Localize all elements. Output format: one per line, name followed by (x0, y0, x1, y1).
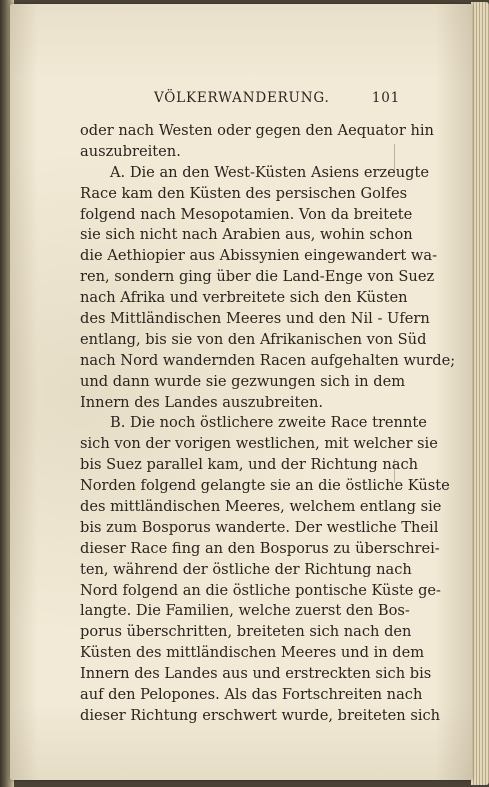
text-line: sie sich nicht nach Arabien aus, wohin schon (80, 226, 413, 244)
text-line: langte. Die Familien, welche zuerst den Bos- (80, 602, 410, 620)
text-line: Nord folgend an die östliche pontische Küste ge- (80, 581, 441, 599)
text-line: ten, während der östliche der Richtung nach (80, 560, 412, 578)
text-line: des Mittländischen Meeres und den Nil - Ufern (80, 310, 430, 328)
text-line: Innern des Landes auszubreiten. (80, 393, 324, 411)
text-line: oder nach Westen oder gegen den Aequator hin (80, 122, 434, 139)
text-line: Race kam den Küsten des persischen Golfes (80, 184, 408, 202)
text-line: auszubreiten. (80, 142, 181, 160)
book-page (10, 4, 472, 780)
text-line: bis zum Bosporus wanderte. Der westliche Theil (80, 518, 439, 536)
text-line: sich von der vorigen westlichen, mit welcher sie (80, 435, 438, 453)
text-line: entlang, bis sie von den Afrikanischen von Süd (80, 330, 427, 348)
text-line: nach Afrika und verbreitete sich den Küsten (80, 289, 408, 307)
text-line: Norden folgend gelangte sie an die östliche Küste (80, 477, 450, 495)
text-line: B. Die noch östlichere zweite Race trennte (110, 414, 427, 432)
body-text (80, 121, 456, 727)
text-line: folgend nach Mesopotamien. Von da breitete (80, 205, 413, 223)
text-line: des mittländischen Meeres, welchem entlang sie (80, 498, 442, 516)
margin-pencil-mark (394, 459, 395, 483)
text-line: und dann wurde sie gezwungen sich in dem (80, 372, 406, 390)
text-line: nach Nord wandernden Racen aufgehalten wurde; (80, 351, 456, 369)
page-header (146, 90, 400, 110)
text-line: A. Die an den West-Küsten Asiens erzeugte (110, 163, 429, 181)
text-line: Innern des Landes aus und erstreckten sich bis (80, 665, 432, 683)
text-line: Küsten des mittländischen Meeres und in dem (80, 644, 425, 662)
text-line: dieser Race fing an den Bosporus zu überschrei- (80, 539, 440, 557)
page-stack-edge (471, 2, 489, 785)
text-line: bis Suez parallel kam, und der Richtung nach (80, 456, 419, 474)
text-line: porus überschritten, breiteten sich nach den (80, 623, 412, 641)
margin-pencil-mark (394, 144, 395, 174)
text-line: dieser Richtung erschwert wurde, breiteten sich (80, 706, 441, 724)
text-line: die Aethiopier aus Abissynien eingewandert wa- (80, 247, 438, 265)
page-number: 101 (371, 90, 400, 106)
text-line: ren, sondern ging über die Land-Enge von Suez (80, 268, 435, 286)
running-title: VÖLKERWANDERUNG. (154, 90, 330, 106)
text-line: auf den Pelopones. Als das Fortschreiten nach (80, 686, 423, 704)
